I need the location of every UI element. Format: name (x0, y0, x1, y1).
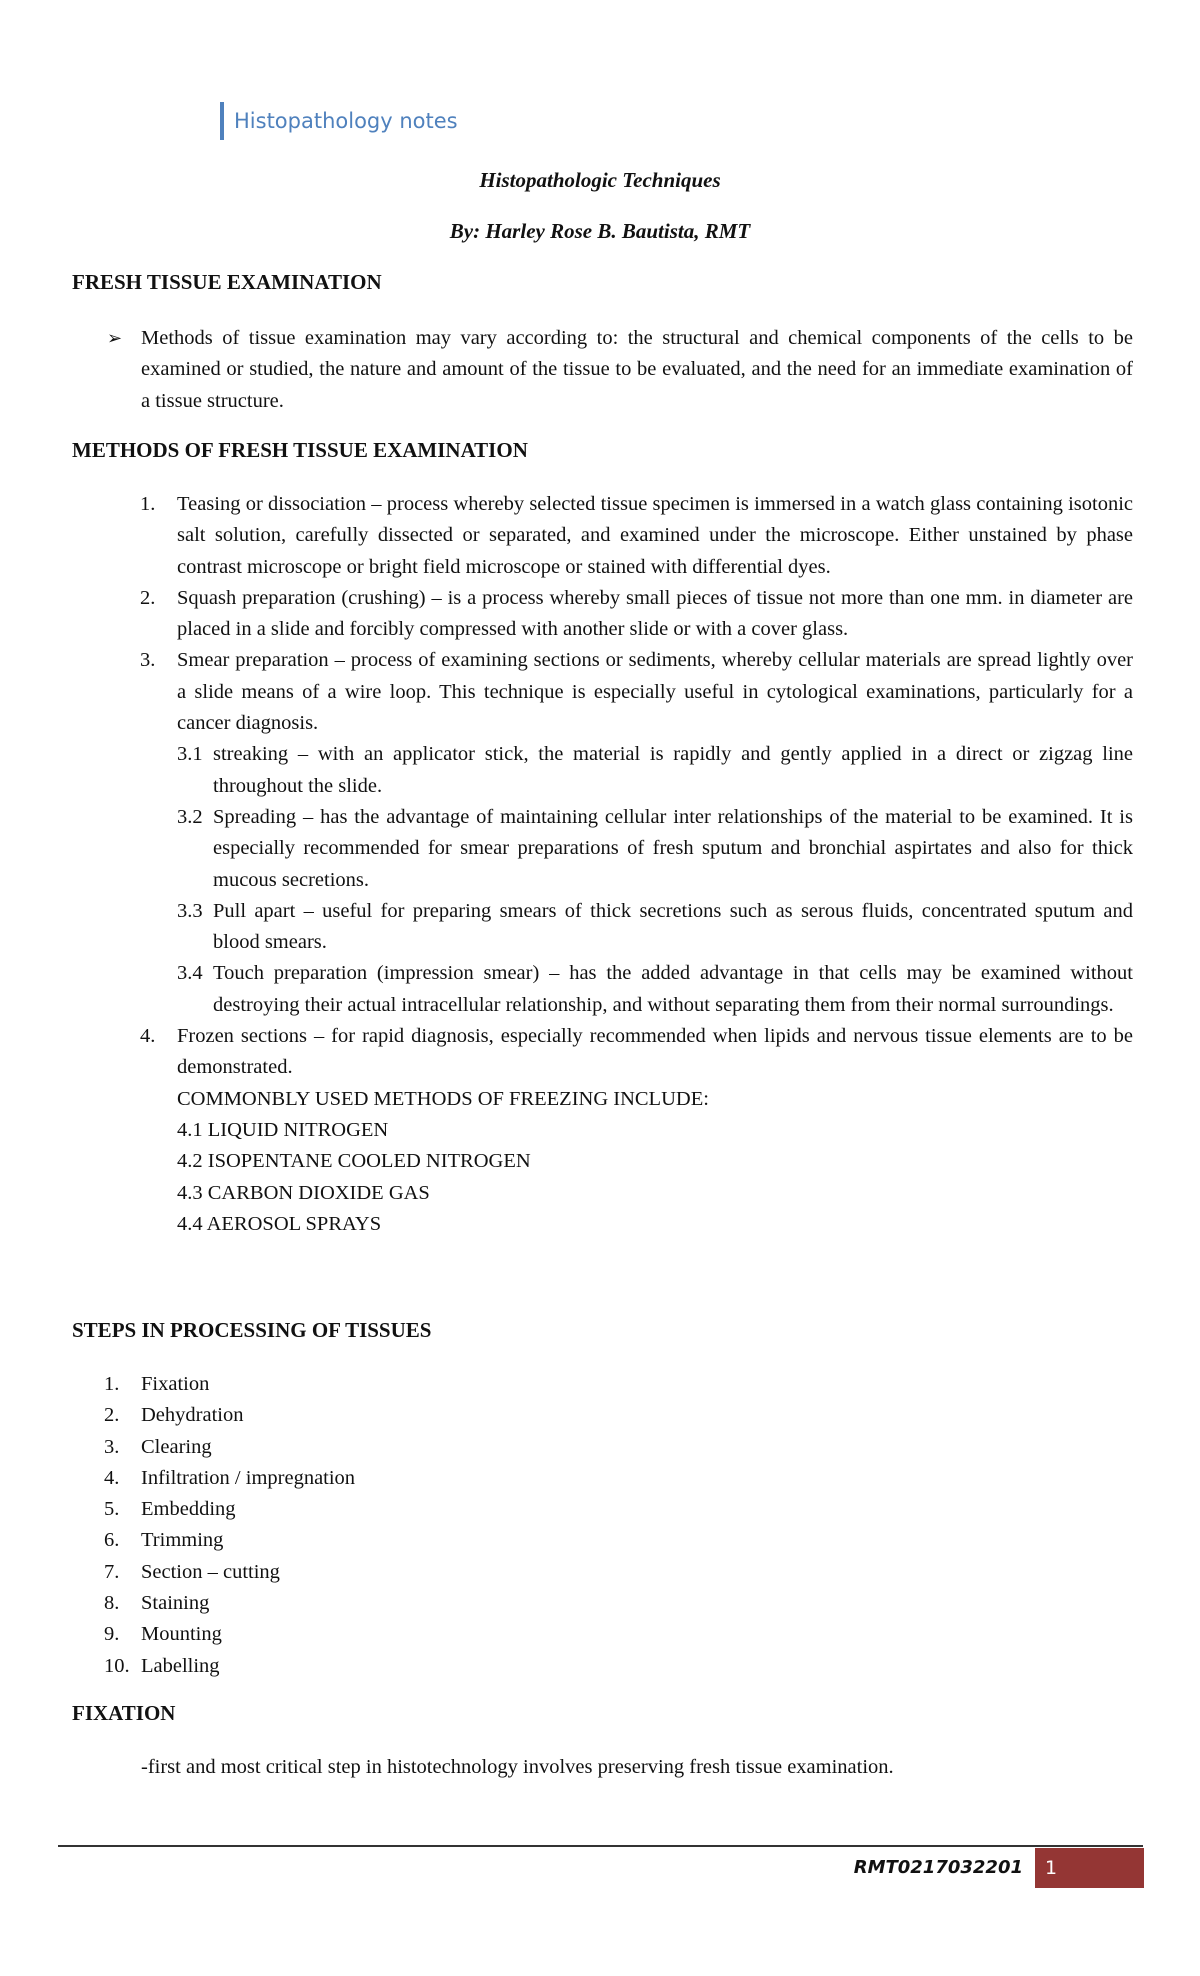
list-text: Frozen sections – for rapid diagnosis, especially recommended when lipids and nervous tissue elements are to be demonstrated. (177, 1025, 1133, 1079)
page-number: 1 (1045, 1857, 1058, 1879)
bullet-text: Methods of tissue examination may vary according to: the structural and chemical components of the cells to be examined or studied, the nature and amount of the tissue to be evaluated, and the need for an immediate examination of a tissue structure. (141, 327, 1133, 412)
heading-fixation: FIXATION (72, 1701, 176, 1725)
steps-list (104, 1369, 355, 1682)
freezing-method: 4.4 AEROSOL SPRAYS (177, 1212, 382, 1235)
header-accent-bar (220, 102, 224, 140)
step-text: Labelling (141, 1654, 220, 1677)
list-number: 4. (140, 1025, 156, 1048)
page-number-box (1035, 1848, 1144, 1888)
step-number: 9. (104, 1623, 120, 1646)
step-number: 6. (104, 1529, 120, 1552)
methods-list (140, 489, 1133, 1240)
step-item (104, 1432, 355, 1463)
list-number: 1. (140, 493, 156, 515)
step-text: Clearing (141, 1435, 212, 1458)
step-item (104, 1651, 355, 1682)
sub-list-text: streaking – with an applicator stick, the material is rapidly and gently applied in a direct or zigzag line throughout the slide. (213, 743, 1133, 797)
sub-list-item (177, 802, 1133, 896)
step-text: Fixation (141, 1373, 210, 1395)
step-item (104, 1369, 355, 1400)
arrow-bullet-icon: ➢ (107, 328, 123, 349)
step-text: Trimming (141, 1529, 224, 1552)
step-number: 8. (104, 1592, 120, 1615)
list-item (140, 645, 1133, 739)
step-item (104, 1494, 355, 1525)
step-text: Embedding (141, 1498, 236, 1521)
header-title: Histopathology notes (234, 109, 458, 133)
sub-list-text: Pull apart – useful for preparing smears of thick secretions such as serous fluids, concentrated sputum and blood smears. (213, 899, 1133, 954)
running-header (220, 102, 458, 140)
sub-list-item (177, 739, 1133, 802)
list-number: 2. (140, 586, 156, 609)
list-item (140, 489, 1133, 583)
step-item (104, 1619, 355, 1650)
sub-list-number: 3.1 (177, 743, 203, 766)
step-number: 10. (104, 1654, 130, 1677)
step-item (104, 1525, 355, 1556)
step-number: 2. (104, 1404, 120, 1427)
step-number: 3. (104, 1435, 120, 1458)
step-number: 1. (104, 1373, 120, 1395)
step-item (104, 1557, 355, 1588)
list-text: Teasing or dissociation – process whereby selected tissue specimen is immersed in a watch glass containing isotonic salt solution, carefully dissected or separated, and examined under the microscope. Either unstained by phase contrast microscope or bright field microscope or stained with differential dyes. (177, 493, 1133, 578)
sub-list-number: 3.2 (177, 805, 203, 828)
step-number: 5. (104, 1498, 120, 1521)
list-text: Smear preparation – process of examining sections or sediments, whereby cellular materials are spread lightly over a slide means of a wire loop. This technique is especially useful in cytological examinations, particularly for a cancer diagnosis. (177, 649, 1133, 735)
heading-steps: STEPS IN PROCESSING OF TISSUES (72, 1318, 432, 1342)
sub-list-item (177, 896, 1133, 959)
list-item (140, 583, 1133, 646)
freezing-method: 4.3 CARBON DIOXIDE GAS (177, 1181, 430, 1204)
sub-list-item (177, 958, 1133, 1021)
heading-methods: METHODS OF FRESH TISSUE EXAMINATION (72, 438, 528, 462)
step-number: 4. (104, 1466, 120, 1489)
footer-divider (58, 1845, 1143, 1847)
bullet-paragraph (107, 323, 1133, 417)
document-title: Histopathologic Techniques (479, 168, 721, 192)
sub-list-number: 3.4 (177, 962, 203, 985)
fixation-text: -first and most critical step in histotechnology involves preserving fresh tissue examination. (141, 1756, 894, 1778)
step-item (104, 1588, 355, 1619)
step-item (104, 1463, 355, 1494)
step-item (104, 1400, 355, 1431)
step-text: Dehydration (141, 1404, 244, 1427)
freezing-method: 4.1 LIQUID NITROGEN (177, 1118, 389, 1141)
list-item (140, 1021, 1133, 1084)
list-number: 3. (140, 649, 156, 672)
list-text: Squash preparation (crushing) – is a process whereby small pieces of tissue not more than one mm. in diameter are placed in a slide and forcibly compressed with another slide or with a cover glass. (177, 586, 1133, 641)
sub-list-number: 3.3 (177, 899, 203, 922)
sub-list-text: Touch preparation (impression smear) – has the added advantage in that cells may be examined without destroying their actual intracellular relationship, and without separating them from their normal surroundings. (213, 962, 1133, 1016)
step-text: Section – cutting (141, 1560, 280, 1583)
step-text: Infiltration / impregnation (141, 1466, 356, 1489)
freezing-methods-heading: COMMONBLY USED METHODS OF FREEZING INCLUDE: (177, 1087, 709, 1110)
heading-fresh-tissue-examination: FRESH TISSUE EXAMINATION (72, 270, 382, 294)
sub-list-text: Spreading – has the advantage of maintaining cellular inter relationships of the material to be examined. It is especially recommended for smear preparations of fresh sputum and bronchial aspirtates and also for thick mucous secretions. (213, 805, 1133, 891)
step-text: Staining (141, 1592, 210, 1615)
document-byline: By: Harley Rose B. Bautista, RMT (449, 219, 751, 243)
step-text: Mounting (141, 1623, 222, 1646)
freezing-method: 4.2 ISOPENTANE COOLED NITROGEN (177, 1150, 531, 1173)
step-number: 7. (104, 1560, 120, 1583)
footer-document-code: RMT0217032201 (853, 1857, 1023, 1878)
